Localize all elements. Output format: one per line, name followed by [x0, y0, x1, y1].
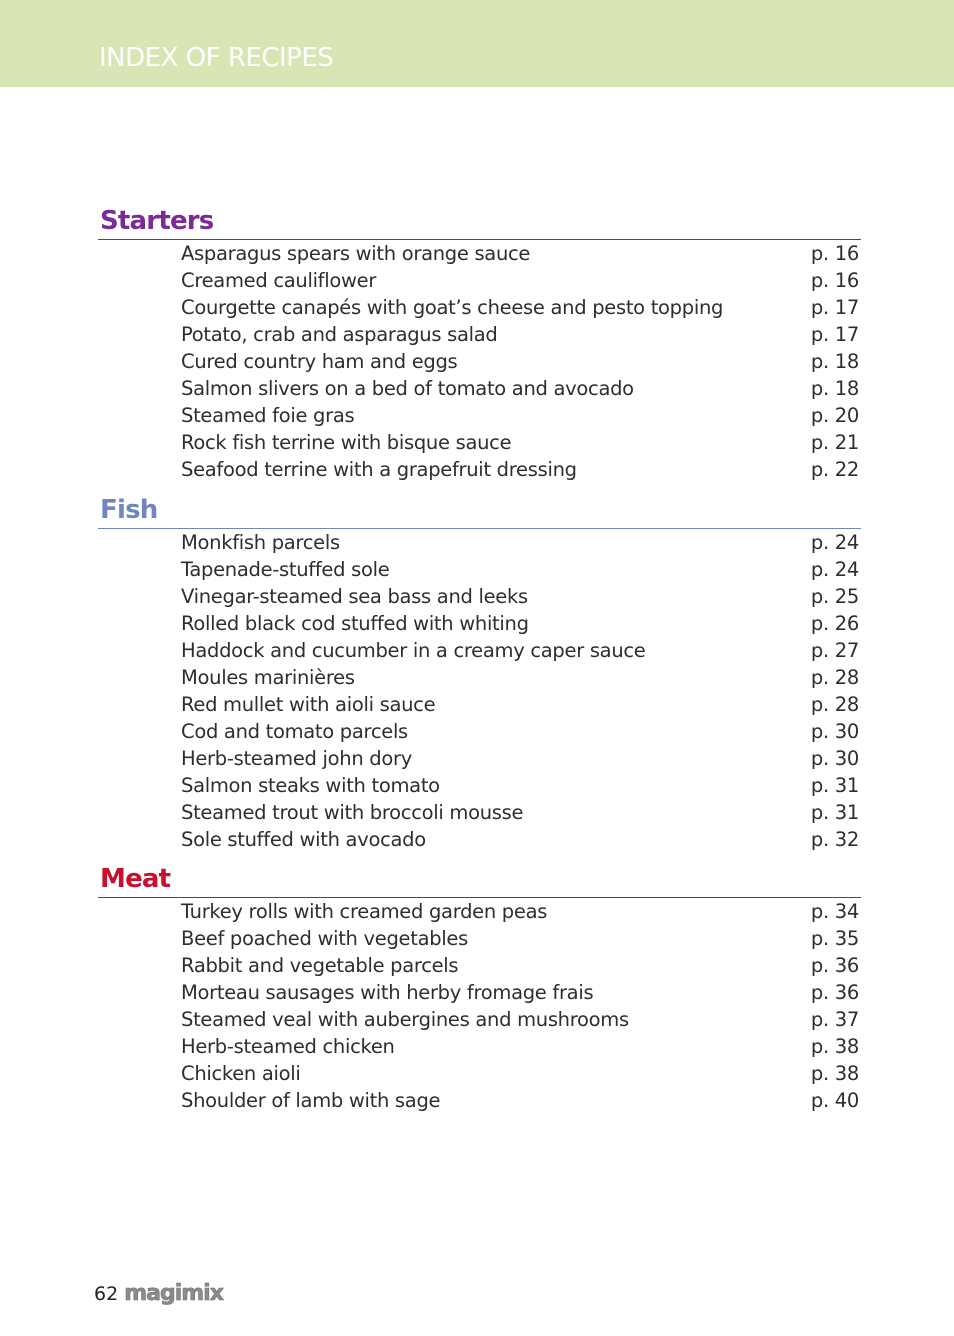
recipe-name: Courgette canapés with goat’s cheese and pesto topping: [181, 296, 724, 319]
recipe-name: Salmon steaks with tomato: [181, 774, 440, 797]
recipe-page: p. 30: [810, 747, 859, 770]
recipe-row: [98, 240, 861, 267]
recipe-row: [98, 979, 861, 1006]
recipe-name: Asparagus spears with orange sauce: [181, 242, 531, 265]
recipe-name: Potato, crab and asparagus salad: [181, 323, 498, 346]
recipe-row: [98, 745, 861, 772]
page-footer: [94, 1281, 223, 1306]
recipe-row: [98, 375, 861, 402]
recipe-name: Turkey rolls with creamed garden peas: [181, 900, 548, 923]
recipe-row: [98, 456, 861, 483]
recipe-page: p. 21: [810, 431, 859, 454]
recipe-page: p. 36: [810, 954, 859, 977]
recipe-name: Sole stuffed with avocado: [181, 828, 426, 851]
recipe-name: Beef poached with vegetables: [181, 927, 468, 950]
section-meat: [98, 862, 861, 1114]
section-title: Fish: [100, 495, 158, 525]
recipe-name: Vinegar-steamed sea bass and leeks: [181, 585, 528, 608]
section-fish: [98, 493, 861, 853]
recipe-name: Steamed trout with broccoli mousse: [181, 801, 524, 824]
recipe-row: [98, 952, 861, 979]
recipe-name: Rabbit and vegetable parcels: [181, 954, 459, 977]
recipe-name: Moules marinières: [181, 666, 355, 689]
recipe-page: p. 28: [810, 666, 859, 689]
recipe-name: Red mullet with aioli sauce: [181, 693, 436, 716]
recipe-page: p. 38: [810, 1062, 859, 1085]
recipe-row: [98, 826, 861, 853]
recipe-row: [98, 1033, 861, 1060]
recipe-name: Rolled black cod stuffed with whiting: [181, 612, 529, 635]
recipe-row: [98, 1006, 861, 1033]
recipe-name: Cod and tomato parcels: [181, 720, 408, 743]
recipe-page: p. 22: [810, 458, 859, 481]
recipe-list: [98, 898, 861, 1114]
recipe-name: Steamed foie gras: [181, 404, 355, 427]
recipe-name: Tapenade-stuffed sole: [181, 558, 390, 581]
recipe-page: p. 35: [810, 927, 859, 950]
recipe-row: [98, 1087, 861, 1114]
recipe-name: Salmon slivers on a bed of tomato and avocado: [181, 377, 634, 400]
header-band: [0, 0, 954, 87]
recipe-page: p. 20: [810, 404, 859, 427]
recipe-row: [98, 556, 861, 583]
recipe-page: p. 26: [810, 612, 859, 635]
recipe-row: [98, 1060, 861, 1087]
recipe-row: [98, 925, 861, 952]
recipe-row: [98, 321, 861, 348]
recipe-row: [98, 664, 861, 691]
recipe-row: [98, 898, 861, 925]
recipe-page: p. 36: [810, 981, 859, 1004]
recipe-row: [98, 529, 861, 556]
recipe-name: Cured country ham and eggs: [181, 350, 458, 373]
recipe-page: p. 17: [810, 323, 859, 346]
recipe-row: [98, 348, 861, 375]
recipe-page: p. 27: [810, 639, 859, 662]
recipe-row: [98, 294, 861, 321]
recipe-name: Seafood terrine with a grapefruit dressing: [181, 458, 577, 481]
section-title: Starters: [100, 206, 214, 236]
recipe-page: p. 31: [810, 801, 859, 824]
recipe-row: [98, 799, 861, 826]
recipe-row: [98, 429, 861, 456]
recipe-row: [98, 267, 861, 294]
recipe-name: Herb-steamed chicken: [181, 1035, 395, 1058]
recipe-page: p. 40: [810, 1089, 859, 1112]
recipe-row: [98, 610, 861, 637]
recipe-row: [98, 772, 861, 799]
recipe-row: [98, 718, 861, 745]
recipe-page: p. 16: [810, 242, 859, 265]
recipe-row: [98, 691, 861, 718]
recipe-page: p. 16: [810, 269, 859, 292]
recipe-page: p. 31: [810, 774, 859, 797]
page-title: INDEX OF RECIPES: [99, 43, 334, 73]
recipe-page: p. 30: [810, 720, 859, 743]
recipe-name: Haddock and cucumber in a creamy caper sauce: [181, 639, 646, 662]
recipe-page: p. 28: [810, 693, 859, 716]
recipe-page: p. 32: [810, 828, 859, 851]
recipe-name: Monkfish parcels: [181, 531, 340, 554]
recipe-row: [98, 637, 861, 664]
section-starters: [98, 204, 861, 483]
recipe-name: Rock fish terrine with bisque sauce: [181, 431, 512, 454]
recipe-page: p. 37: [810, 1008, 859, 1031]
recipe-page: p. 17: [810, 296, 859, 319]
recipe-row: [98, 402, 861, 429]
recipe-name: Creamed cauliflower: [181, 269, 377, 292]
section-title: Meat: [100, 864, 171, 894]
recipe-name: Steamed veal with aubergines and mushrooms: [181, 1008, 629, 1031]
recipe-name: Herb-steamed john dory: [181, 747, 412, 770]
recipe-list: [98, 240, 861, 483]
recipe-row: [98, 583, 861, 610]
recipe-name: Shoulder of lamb with sage: [181, 1089, 441, 1112]
brand-logo: magimix: [124, 1281, 223, 1306]
recipe-list: [98, 529, 861, 853]
recipe-name: Morteau sausages with herby fromage frais: [181, 981, 594, 1004]
recipe-page: p. 34: [810, 900, 859, 923]
recipe-page: p. 25: [810, 585, 859, 608]
recipe-page: p. 24: [810, 558, 859, 581]
recipe-page: p. 18: [810, 377, 859, 400]
page-number: 62: [94, 1282, 119, 1305]
recipe-page: p. 38: [810, 1035, 859, 1058]
recipe-name: Chicken aioli: [181, 1062, 301, 1085]
recipe-page: p. 24: [810, 531, 859, 554]
recipe-page: p. 18: [810, 350, 859, 373]
